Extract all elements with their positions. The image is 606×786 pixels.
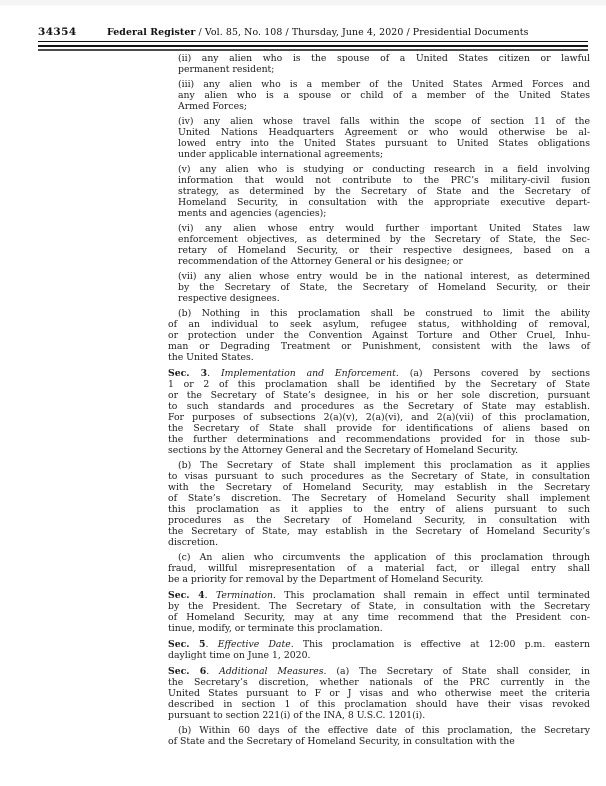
text-line: the United States. <box>168 352 254 363</box>
paragraph <box>178 116 590 160</box>
paragraph <box>168 639 590 661</box>
text-line: tinue, modify, or terminate this proclamation. <box>168 623 383 634</box>
masthead-issue-info: / Vol. 85, No. 108 / Thursday, June 4, 2020 / Presidential Documents <box>195 27 529 38</box>
paragraph <box>168 590 590 634</box>
text-line: to such standards and procedures as the Secretary of State may establish. <box>168 401 590 412</box>
text-line: procedures as the Secretary of Homeland Security, in consultation with <box>168 515 590 526</box>
text-line: or the Secretary of State’s designee, in his or her sole discretion, pursuant <box>168 390 590 401</box>
text-line: For purposes of subsections 2(a)(v), 2(a)(vi), and 2(a)(vii) of this proclamation, <box>168 412 590 423</box>
text-line: (iv) any alien whose travel falls within the scope of section 11 of the <box>178 116 590 127</box>
paragraph <box>178 271 590 304</box>
text-line: of an individual to seek asylum, refugee status, withholding of removal, <box>168 319 590 330</box>
paragraph <box>178 79 590 112</box>
text-line: Sec. 4. Termination. This proclamation shall remain in effect until terminated <box>168 590 590 601</box>
paragraph <box>168 552 590 585</box>
paragraph <box>168 308 590 363</box>
text-line: (c) An alien who circumvents the application of this proclamation through <box>178 552 590 563</box>
text-line: any alien who is a spouse or child of a member of the United States <box>178 90 590 101</box>
text-line: by the Secretary of State, the Secretary of Homeland Security, or their <box>178 282 590 293</box>
text-line: (vii) any alien whose entry would be in the national interest, as determined <box>178 271 590 282</box>
page-header <box>38 26 588 51</box>
text-line: (iii) any alien who is a member of the United States Armed Forces and <box>178 79 590 90</box>
running-head <box>38 26 588 42</box>
text-line: to visas pursuant to such procedures as the Secretary of State, in consultation <box>168 471 590 482</box>
text-line: the Secretary’s discretion, whether nationals of the PRC currently in the <box>168 677 590 688</box>
text-line: (v) any alien who is studying or conducting research in a field involving <box>178 164 590 175</box>
text-line: pursuant to section 221(i) of the INA, 8 U.S.C. 1201(i). <box>168 710 426 721</box>
masthead-title: Federal Register <box>107 27 196 38</box>
text-line: strategy, as determined by the Secretary of State and the Secretary of <box>178 186 590 197</box>
page-number: 34354 <box>38 26 77 38</box>
text-line: enforcement objectives, as determined by the Secretary of State, the Sec- <box>178 234 590 245</box>
text-line: by the President. The Secretary of State, in consultation with the Secretary <box>168 601 590 612</box>
paragraph <box>168 460 590 548</box>
masthead <box>107 27 529 38</box>
text-line: (ii) any alien who is the spouse of a United States citizen or lawful <box>178 53 590 64</box>
text-line: man or Degrading Treatment or Punishment, consistent with the laws of <box>168 341 590 352</box>
text-line: retary of Homeland Security, or their respective designees, based on a <box>178 245 590 256</box>
text-line: Sec. 3. Implementation and Enforcement. (a) Persons covered by sections <box>168 368 590 379</box>
text-line: be a priority for removal by the Department of Homeland Security. <box>168 574 484 585</box>
text-line: respective designees. <box>178 293 280 304</box>
text-line: with the Secretary of Homeland Security, may establish in the Secretary <box>168 482 590 493</box>
text-line: this proclamation as it applies to the entry of aliens pursuant to such <box>168 504 590 515</box>
text-line: (b) Nothing in this proclamation shall be construed to limit the ability <box>178 308 590 319</box>
paragraph <box>168 725 590 747</box>
text-line: of Homeland Security, may at any time recommend that the President con- <box>168 612 590 623</box>
paragraph <box>168 368 590 456</box>
text-line: Homeland Security, in consultation with the appropriate executive depart- <box>178 197 590 208</box>
text-line: United Nations Headquarters Agreement or who would otherwise be al- <box>178 127 590 138</box>
header-double-rule <box>38 45 588 51</box>
text-line: permanent resident; <box>178 64 275 75</box>
text-line: (b) The Secretary of State shall implement this proclamation as it applies <box>178 460 590 471</box>
document-body <box>168 53 590 747</box>
text-line: 1 or 2 of this proclamation shall be identified by the Secretary of State <box>168 379 590 390</box>
text-line: (b) Within 60 days of the effective date of this proclamation, the Secretary <box>178 725 590 736</box>
text-line: or protection under the Convention Against Torture and Other Cruel, Inhu- <box>168 330 590 341</box>
text-line: ments and agencies (agencies); <box>178 208 327 219</box>
text-line: lowed entry into the United States pursuant to United States obligations <box>178 138 590 149</box>
text-line: (vi) any alien whose entry would further important United States law <box>178 223 590 234</box>
text-line: United States pursuant to F or J visas and who otherwise meet the criteria <box>168 688 590 699</box>
text-line: sections by the Attorney General and the Secretary of Homeland Security. <box>168 445 519 456</box>
paragraph <box>168 666 590 721</box>
paragraph <box>178 164 590 219</box>
page-top-shadow <box>0 0 606 6</box>
text-line: of State’s discretion. The Secretary of Homeland Security shall implement <box>168 493 590 504</box>
text-line: Sec. 6. Additional Measures. (a) The Secretary of State shall consider, in <box>168 666 590 677</box>
text-line: information that would not contribute to the PRC’s military-civil fusion <box>178 175 590 186</box>
text-line: the Secretary of State shall provide for identifications of aliens based on <box>168 423 590 434</box>
text-line: the Secretary of State, may establish in the Secretary of Homeland Security’s <box>168 526 590 537</box>
text-line: daylight time on June 1, 2020. <box>168 650 311 661</box>
text-line: under applicable international agreements; <box>178 149 384 160</box>
text-line: recommendation of the Attorney General or his designee; or <box>178 256 463 267</box>
text-line: Armed Forces; <box>178 101 247 112</box>
paragraph <box>178 223 590 267</box>
paragraph <box>178 53 590 75</box>
text-line: fraud, willful misrepresentation of a material fact, or illegal entry shall <box>168 563 590 574</box>
text-line: discretion. <box>168 537 219 548</box>
text-line: the further determinations and recommendations provided for in those sub- <box>168 434 590 445</box>
text-line: Sec. 5. Effective Date. This proclamation is effective at 12:00 p.m. eastern <box>168 639 590 650</box>
text-line: described in section 1 of this proclamation should have their visas revoked <box>168 699 590 710</box>
text-line: of State and the Secretary of Homeland Security, in consultation with the <box>168 736 515 747</box>
